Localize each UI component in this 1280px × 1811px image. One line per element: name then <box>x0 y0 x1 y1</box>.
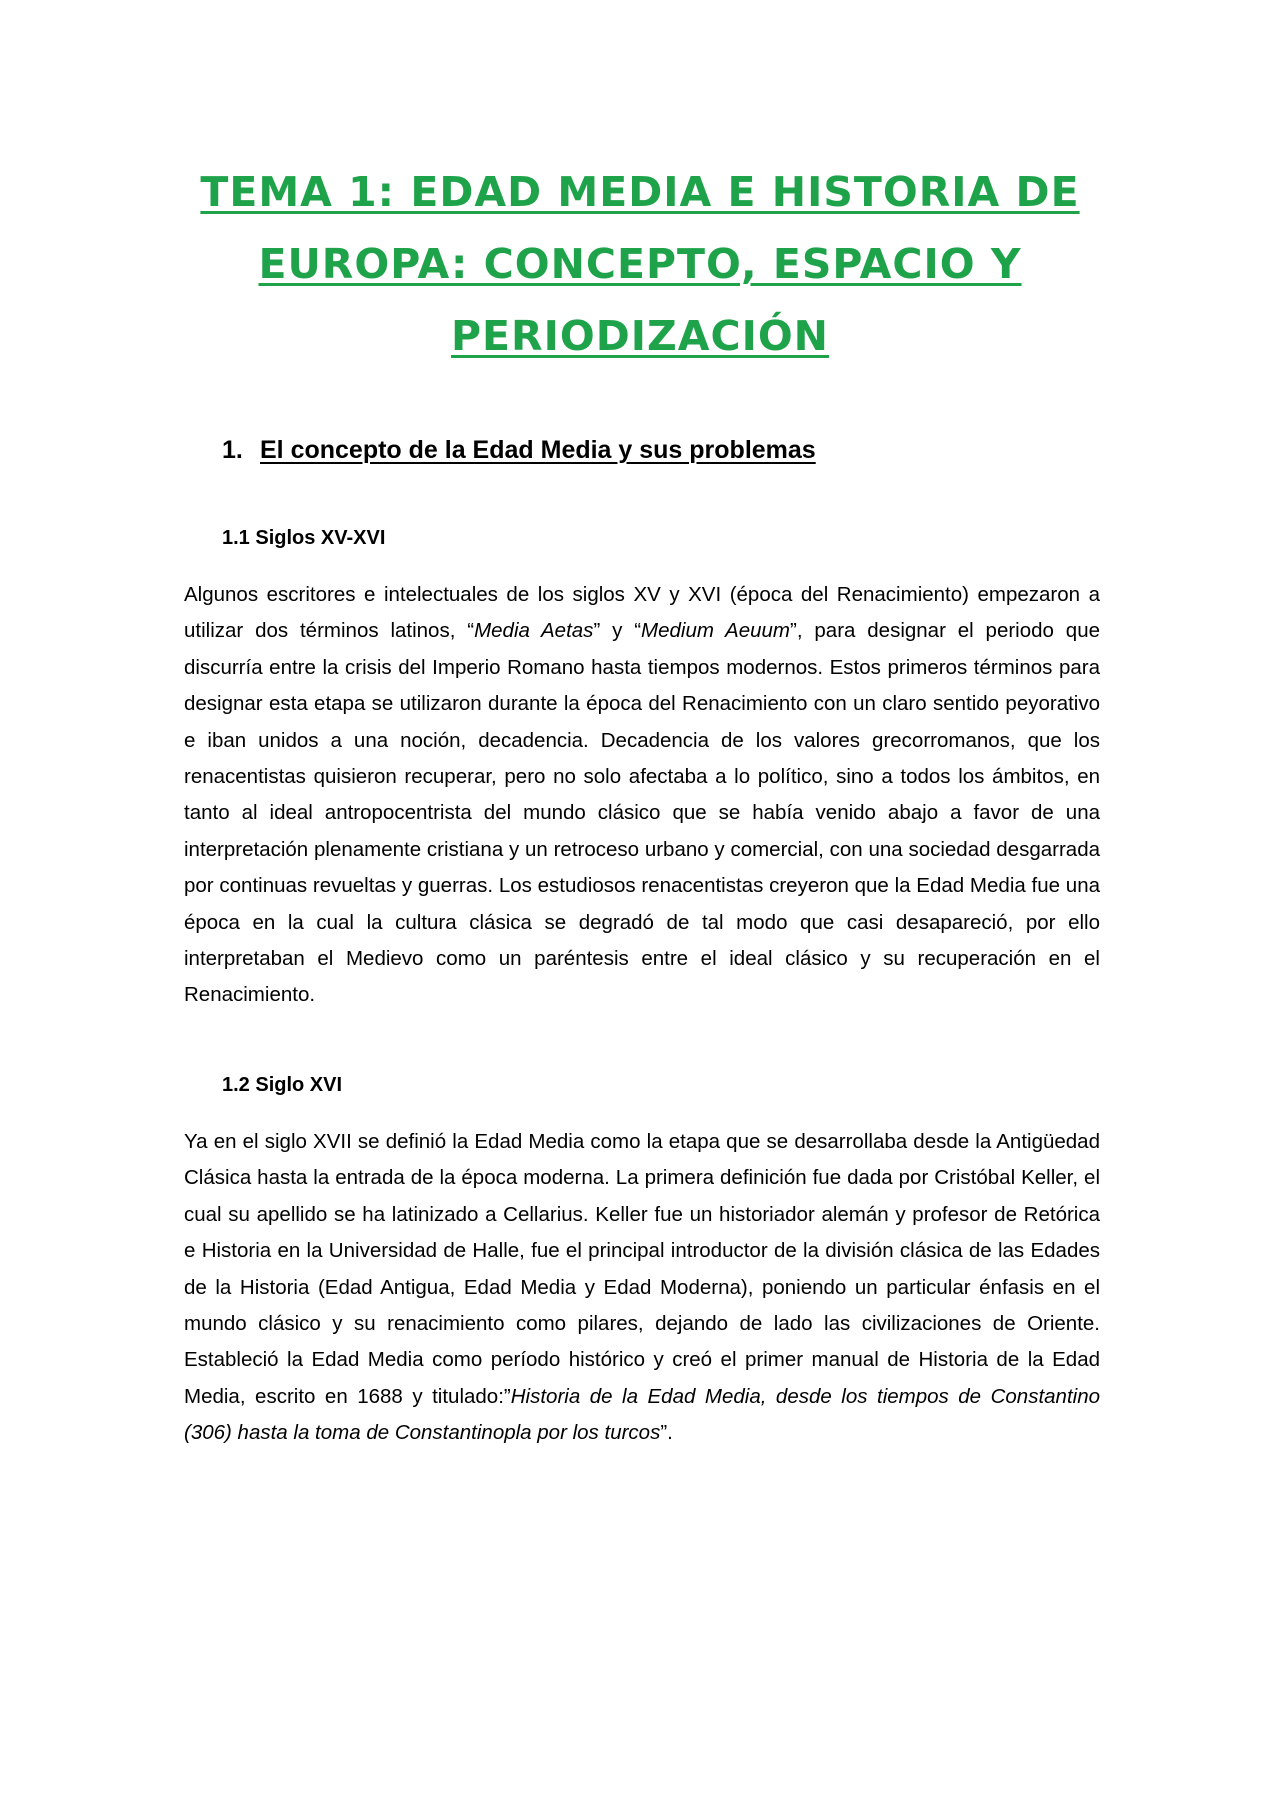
latin-term-media-aetas: Media Aetas <box>474 619 594 643</box>
title-line-2: EUROPA: CONCEPTO, ESPACIO Y <box>258 240 1022 288</box>
book-title-historia-edad-media: Historia de la Edad Media, desde los tiempos de Constantino (306) hasta la toma de Constantinopla por los turcos <box>184 1384 1100 1445</box>
paragraph-2-text-b: ”. <box>660 1421 673 1445</box>
title-line-3: PERIODIZACIÓN <box>451 312 829 360</box>
title-line-1: TEMA 1: EDAD MEDIA E HISTORIA DE <box>200 168 1080 216</box>
paragraph-siglo-xvi <box>184 1124 1100 1452</box>
subsection-heading-1-2: 1.2 Siglo XVI <box>222 1074 343 1096</box>
paragraph-1-text-a: Algunos escritores e intelectuales de los siglos XV y XVI (época del Renacimiento) empezaron a utilizar dos términos latinos, “ <box>184 583 1100 643</box>
paragraph-siglos-xv-xvi <box>184 577 1100 1014</box>
paragraph-1-text-b: ” y “ <box>593 619 642 643</box>
section-heading <box>222 433 816 467</box>
subsection-heading-1-1: 1.1 Siglos XV-XVI <box>222 527 386 549</box>
latin-term-medium-aeuum: Medium Aeuum <box>641 619 791 643</box>
section-title: El concepto de la Edad Media y sus problemas <box>260 436 816 464</box>
document-title <box>160 156 1120 372</box>
section-number: 1. <box>222 436 243 464</box>
paragraph-2-text-a: Ya en el siglo XVII se definió la Edad Media como la etapa que se desarrollaba desde la Antigüedad Clásica hasta la entrada de la época moderna. La primera definición fue dada por Cristóbal Keller, el cual su apellido se ha latinizado a Cellarius. Keller fue un historiador alemán y profesor de Retórica e Historia en la Universidad de Halle, fue el principal introductor de la división clásica de las Edades de la Historia (Edad Antigua, Edad Media y Edad Moderna), poniendo un particular énfasis en el mundo clásico y su renacimiento como pilares, dejando de lado las civilizaciones de Oriente. Estableció la Edad Media como período histórico y creó el primer manual de Historia de la Edad Media, escrito en 1688 y titulado:” <box>184 1130 1100 1408</box>
paragraph-1-text-c: ”, para designar el periodo que discurría entre la crisis del Imperio Romano hasta tiempos modernos. Estos primeros términos para designar esta etapa se utilizaron durante la época del Renacimiento con un claro sentido peyorativo e iban unidos a una noción, decadencia. Decadencia de los valores grecorromanos, que los renacentistas quisieron recuperar, pero no solo afectaba a lo político, sino a todos los ámbitos, en tanto al ideal antropocentrista del mundo clásico que se había venido abajo a favor de una interpretación plenamente cristiana y un retroceso urbano y comercial, con una sociedad desgarrada por continuas revueltas y guerras. Los estudiosos renacentistas creyeron que la Edad Media fue una época en la cual la cultura clásica se degradó de tal modo que casi desapareció, por ello interpretaban el Medievo como un paréntesis entre el ideal clásico y su recuperación en el Renacimiento. <box>184 619 1100 1007</box>
